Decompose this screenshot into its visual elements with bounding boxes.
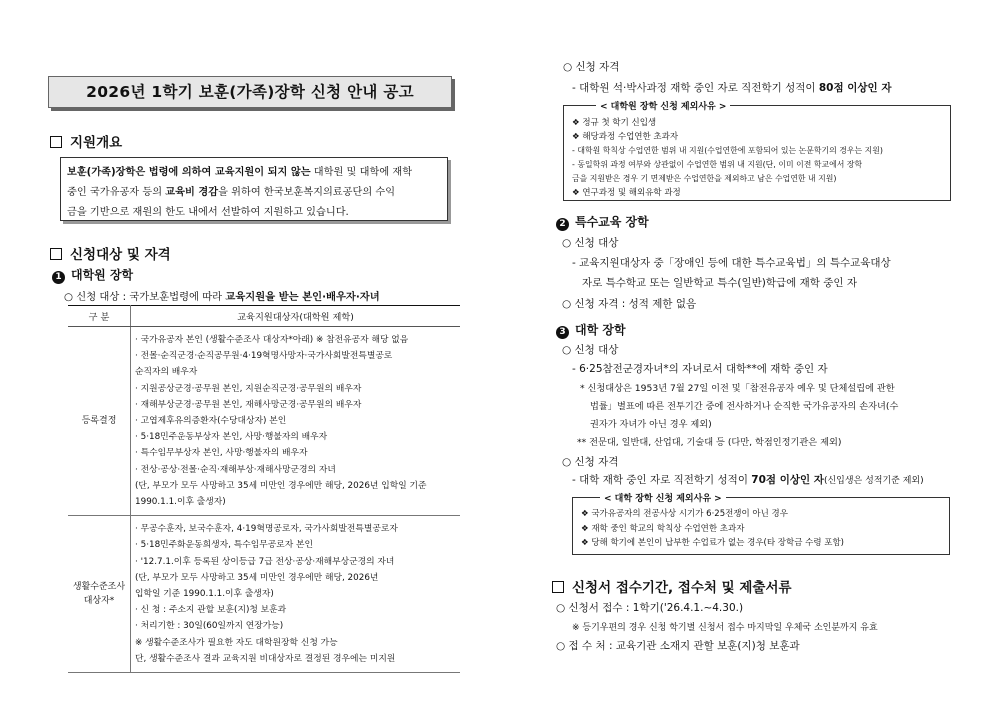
special-target-line1: - 교육지원대상자 중「장애인 등에 대한 특수교육법」의 특수교육대상: [572, 257, 891, 269]
univ-scholarship-heading: 3 대학 장학: [556, 321, 626, 339]
application-place: ○ 접 수 처 : 교육기관 소재지 관할 보훈(지)청 보훈과: [556, 640, 800, 652]
univ-exclusion-title: < 대학 장학 신청 제외사유 >: [600, 491, 726, 504]
table-header-target: 교육지원대상자(대학원 제학): [131, 306, 461, 327]
univ-target-line: - 6·25참전군경자녀*의 자녀로서 대학**에 재학 중인 자: [572, 363, 828, 375]
univ-note1-line1: * 신청대상은 1953년 7월 27일 이전 및「참전유공자 예우 및 단체설립에 관한: [580, 383, 895, 394]
special-target-line2: 자로 특수학교 또는 일반학교 특수(일반)학급에 재학 중인 자: [582, 277, 857, 289]
application-heading: 신청서 접수기간, 접수처 및 제출서류: [552, 576, 792, 596]
application-period: ○ 신청서 접수 : 1학기('26.4.1.~4.30.): [556, 602, 744, 614]
overview-heading: 지원개요: [50, 131, 122, 151]
univ-note2: ** 전문대, 일반대, 산업대, 기술대 등 (다만, 학점인정기관은 제외): [577, 437, 842, 448]
number-2-icon: 2: [556, 218, 569, 231]
table-header-category: 구 분: [68, 306, 131, 327]
square-bullet-icon: [50, 248, 62, 260]
univ-qualification: - 대학 재학 중인 자로 직전학기 성적이 70점 이상인 자(신입생은 성적기준 제외): [572, 474, 924, 486]
overview-box: 보훈(가족)장학은 법령에 의하여 교육지원이 되지 않는 대학원 및 대학에 재학 중인 국가유공자 등의 교육비 경감을 위하여 한국보훈복지의료공단의 수익 금을 기반으로 재원의 한도 내에서 선발하여 지원하고 있습니다.: [60, 157, 448, 221]
grad-exclusion-box: ❖ 정규 첫 학기 신입생 ❖ 해당과정 수업연한 초과자 - 대학원 학칙상 수업연한 범위 내 지원(수업연한에 포함되어 있는 논문학기의 경우는 지원) - 동일학위 과정 여부와 상관없이 수업연한 범위 내 지원(단, 이미 이전 학교에서 장학 금을 지원받은 경우 기 면제받은 수업연한을 제외하고 남은 수업연한 내 지원) ❖ 연구과정 및 해외유학 과정: [563, 105, 951, 201]
row-category: 생활수준조사 대상자*: [68, 516, 131, 673]
grad-qualification: - 대학원 석·박사과정 재학 중인 자로 직전학기 성적이 80점 이상인 자: [572, 82, 892, 94]
grad-qualification-heading: ○ 신청 자격: [563, 61, 620, 73]
application-period-note: ※ 등기우편의 경우 신청 학기별 신청서 접수 마지막일 우체국 소인분까지 유효: [572, 623, 878, 633]
row-category: 등록결정: [68, 327, 131, 516]
eligibility-table: [68, 305, 460, 673]
page-title: 2026년 1학기 보훈(가족)장학 신청 안내 공고: [48, 76, 452, 108]
square-bullet-icon: [50, 136, 62, 148]
univ-note1-line2: 법률」별표에 따른 전투기간 중에 전사하거나 순직한 국가유공자의 손자녀(수: [590, 401, 899, 412]
square-bullet-icon: [552, 581, 564, 593]
table-row: [68, 516, 460, 673]
univ-note1-line3: 권자가 자녀가 아닌 경우 제외): [590, 419, 712, 430]
grad-exclusion-title: < 대학원 장학 신청 제외사유 >: [596, 99, 730, 112]
eligibility-heading: 신청대상 및 자격: [50, 243, 171, 263]
number-1-icon: 1: [52, 271, 65, 284]
grad-scholarship-heading: 1 대학원 장학: [52, 266, 133, 284]
special-target-heading: ○ 신청 대상: [562, 237, 619, 249]
table-row: [68, 327, 460, 516]
univ-qualification-heading: ○ 신청 자격: [562, 456, 619, 468]
special-scholarship-heading: 2 특수교육 장학: [556, 213, 649, 231]
grad-target: ○ 신청 대상 : 국가보훈법령에 따라 교육지원을 받는 본인·배우자·자녀: [64, 291, 380, 303]
number-3-icon: 3: [556, 326, 569, 339]
overview-bold-text: 보훈(가족)장학은 법령에 의하여 교육지원이 되지 않는: [67, 167, 311, 178]
row-items: · 국가유공자 본인 (생활수준조사 대상자*아래) ※ 참전유공자 해당 없음 · 전몰·순직군경·순직공무원·4·19혁명사망자·국가사회발전특별공로 순직자의 배우자 · 지원공상군경·공무원 본인, 지원순직군경·공무원의 배우자 · 재해부상군경·공무원 본인, 재해사망군경·공무원의 배우자 · 고엽제후유의증환자(수당대상자) 본인 · 5·18민주운동부상자 본인, 사망·행불자의 배우자 · 특수임무부상자 본인, 사망·행불자의 배우자 · 전상·공상·전몰·순직·재해부상·재해사망군경의 자녀 (단, 부모가 모두 사망하고 35세 미만인 경우에만 해당, 2026년 입학일 기준 1990.1.1.이후 출생자): [135, 335, 427, 508]
row-items: · 무공수훈자, 보국수훈자, 4·19혁명공로자, 국가사회발전특별공로자 · 5·18민주화운동희생자, 특수임무공로자 본인 · '12.7.1.이후 등록된 상이등급 7급 전상·공상·재해부상군경의 자녀 (단, 부모가 모두 사망하고 35세 미만인 경우에만 해당, 2026년 입학일 기준 1990.1.1.이후 출생자) · 신 청 : 주소지 관할 보훈(지)청 보훈과 · 처리기한 : 30일(60일까지 연장가능) ※ 생활수준조사가 필요한 자도 대학원장학 신청 가능 단, 생활수준조사 결과 교육지원 비대상자로 결정된 경우에는 미지원: [135, 524, 398, 664]
special-qualification: ○ 신청 자격 : 성적 제한 없음: [562, 298, 697, 310]
univ-exclusion-box: ❖ 국가유공자의 전공사상 시기가 6·25전쟁이 아닌 경우 ❖ 재학 중인 학교의 학칙상 수업연한 초과자 ❖ 당해 학기에 본인이 납부한 수업료가 없는 경우(타 장학금 수령 포함): [572, 497, 950, 555]
univ-target-heading: ○ 신청 대상: [562, 344, 619, 356]
